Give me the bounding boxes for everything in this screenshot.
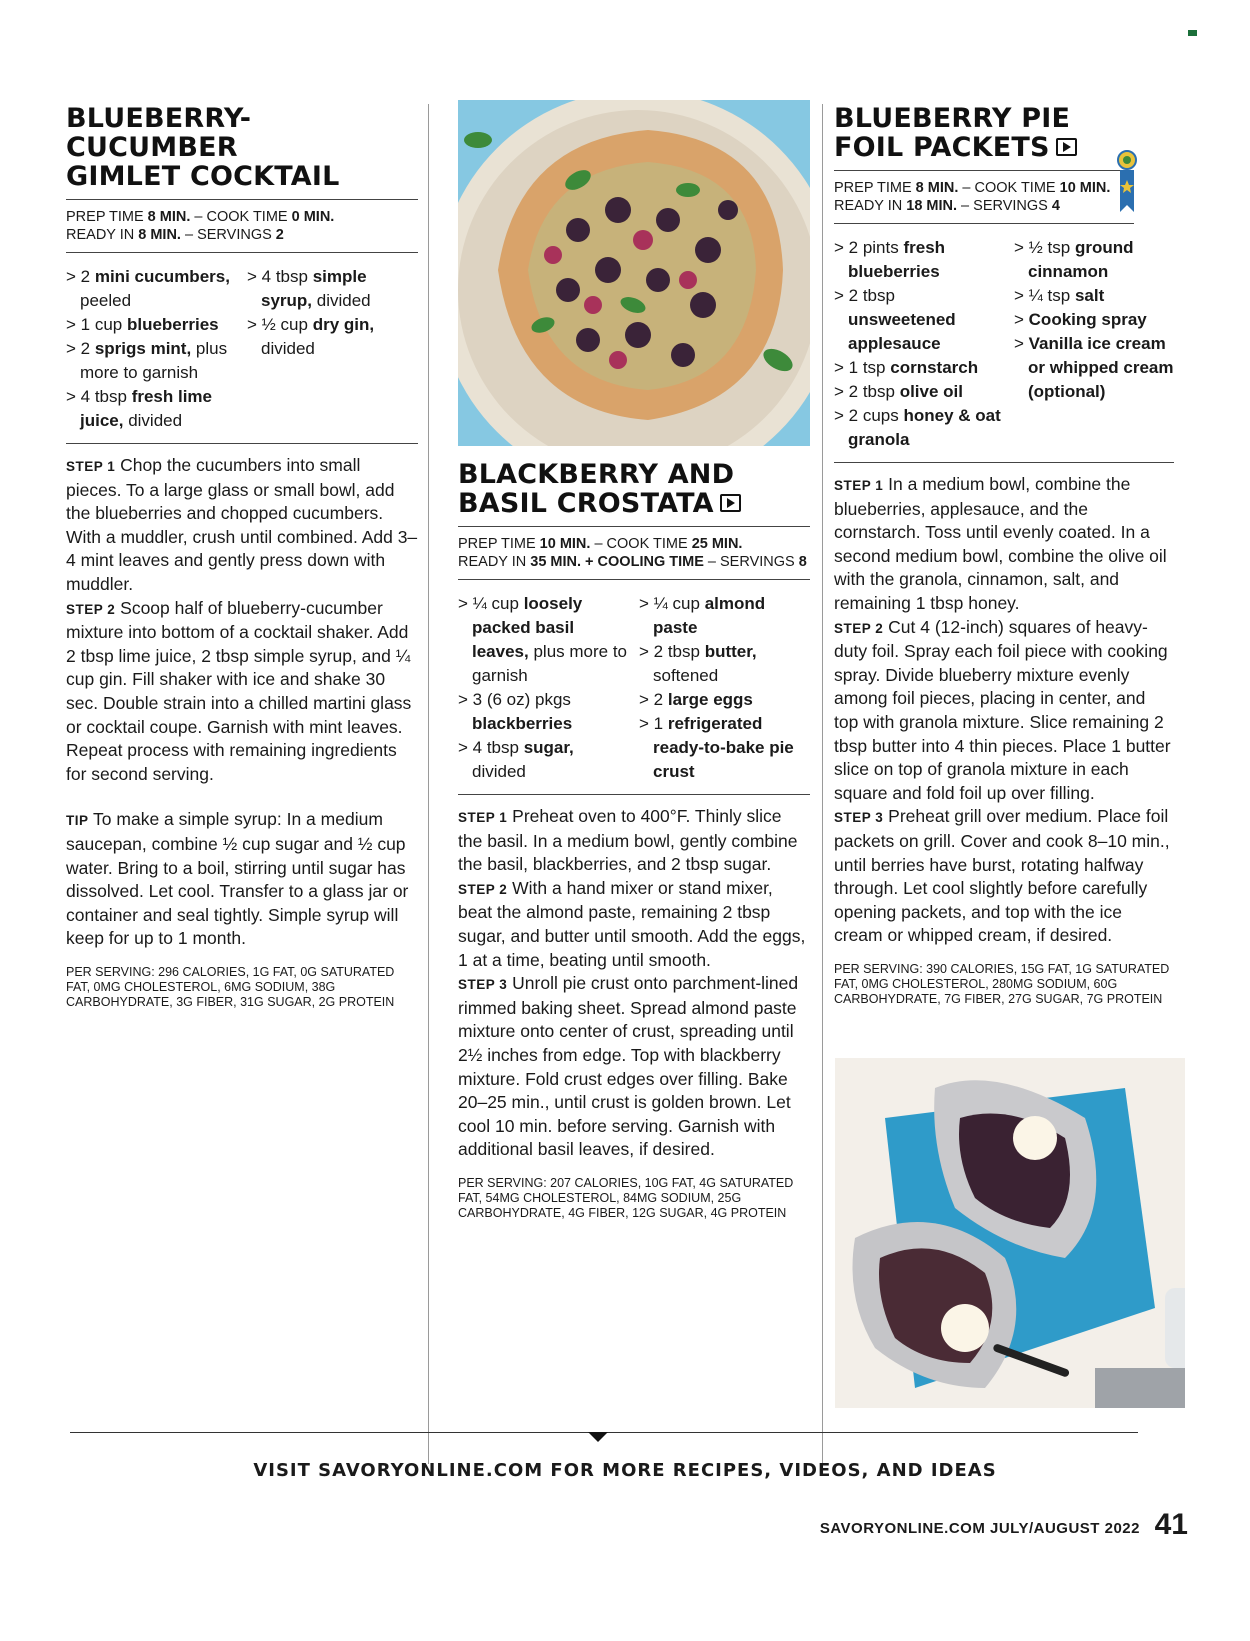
title-line-2: BASIL CROSTATA [458, 488, 714, 519]
play-video-icon[interactable] [1056, 138, 1077, 156]
step-3: STEP 3 Unroll pie crust onto parchment-lined rimmed baking sheet. Spread almond paste mixture onto center of crust, spreading until 2½ inches from edge. Top with blackberry mixture. Fold crust edges over filling. Bake 20–25 min., until crust is golden brown. Let cool 10 min. before serving. Garnish with additional basil leaves, if desired. [458, 973, 799, 1160]
divider [458, 579, 810, 580]
nutrition-info: PER SERVING: 207 CALORIES, 10G FAT, 4G SATURATED FAT, 54MG CHOLESTEROL, 84MG SODIUM, 25G CARBOHYDRATE, 4G FIBER, 12G SUGAR, 4G PROTEIN [458, 1175, 794, 1220]
ingredient-item: > 1 tsp cornstarch [834, 358, 979, 377]
ingredient-item: > 2 mini cucumbers, peeled [66, 267, 230, 310]
ingredient-item: > 2 pints fresh blueberries [834, 238, 946, 281]
ingredient-item: > 3 (6 oz) pkgs blackberries [458, 690, 573, 733]
divider [66, 443, 418, 444]
award-ribbon-icon [1117, 150, 1137, 214]
recipe-foil-packets [834, 103, 1174, 1007]
ingredient-item: > 2 tbsp unsweetened applesauce [834, 286, 956, 353]
ingredient-item: > Vanilla ice cream or whipped cream (optional) [1014, 334, 1174, 401]
page-number: 41 [1154, 1508, 1188, 1541]
ingredient-item: > ½ tsp ground cinnamon [1014, 238, 1134, 281]
ingredient-item: > 2 cups honey & oat granola [834, 406, 1001, 449]
nutrition-info: PER SERVING: 296 CALORIES, 1G FAT, 0G SATURATED FAT, 0MG CHOLESTEROL, 6MG SODIUM, 38G CARBOHYDRATE, 3G FIBER, 31G SUGAR, 2G PROTEIN [66, 964, 395, 1009]
divider [458, 526, 810, 527]
column-divider-right [822, 104, 823, 1464]
foil-packets-photo [835, 1058, 1185, 1408]
ingredient-item: > 1 cup blueberries [66, 315, 219, 334]
recipe-title [66, 104, 418, 191]
ingredients-list [66, 265, 418, 433]
crostata-illustration [458, 100, 810, 446]
title-line-2: FOIL PACKETS [834, 132, 1050, 163]
tip: TIP To make a simple syrup: In a medium saucepan, combine ½ cup sugar and ½ cup water. Bring to a boil, stirring until sugar has dissolved. Let cool. Transfer to a glass jar or container and seal tightly. Simple syrup will keep for up to 1 month. [66, 809, 409, 949]
title-line-1: BLACKBERRY AND [458, 459, 735, 490]
crostata-photo [458, 100, 810, 446]
step-2: STEP 2 Scoop half of blueberry-cucumber mixture into bottom of a cocktail shaker. Add 2 tbsp lime juice, 2 tbsp simple syrup, and ¼ cup gin. Fill shaker with ice and shake 30 sec. Double strain into a chilled martini glass or cocktail coupe. Garnish with mint leaves. Repeat process with remaining ingredients for second serving. [66, 597, 412, 784]
ingredient-item: > 2 tbsp olive oil [834, 382, 963, 401]
ingredient-item: > 1 refrigerated ready-to-bake pie crust [639, 714, 794, 781]
ingredient-item: > ¼ cup almond paste [639, 594, 766, 637]
ingredient-item: > 2 sprigs mint, plus more to garnish [66, 339, 228, 382]
step-2: STEP 2 Cut 4 (12-inch) squares of heavy-duty foil. Spray each foil piece with cooking spray. Divide blueberry mixture evenly among foil pieces, placing in center, and top with granola mixture. Slice remaining 2 tbsp butter into 4 thin pieces. Place 1 butter slice on top of granola mixture in each square and fold foil up over filling. [834, 616, 1171, 803]
nutrition-info: PER SERVING: 390 CALORIES, 15G FAT, 1G SATURATED FAT, 0MG CHOLESTEROL, 280MG SODIUM, 60G CARBOHYDRATE, 7G FIBER, 27G SUGAR, 7G PROTEIN [834, 961, 1170, 1006]
step-2: STEP 2 With a hand mixer or stand mixer, beat the almond paste, remaining 2 tbsp sugar, and butter until smooth. Add the eggs, 1 at a time, beating until smooth. [458, 877, 806, 970]
website-cta[interactable]: VISIT SAVORYONLINE.COM FOR MORE RECIPES, VIDEOS, AND IDEAS [253, 1460, 997, 1481]
divider [458, 794, 810, 795]
ingredients-col-2 [247, 265, 418, 433]
ingredient-item: > ¼ tsp salt [1014, 286, 1105, 305]
steps [834, 473, 1174, 1007]
ingredient-item: > ¼ cup loosely packed basil leaves, plus more to garnish [458, 594, 627, 685]
step-1: STEP 1 Preheat oven to 400°F. Thinly slice the basil. In a medium bowl, gently combine the basil, blackberries, and 2 tbsp sugar. [458, 806, 798, 875]
ingredient-item: > 4 tbsp simple syrup, divided [247, 267, 371, 310]
title-line-2: GIMLET COCKTAIL [66, 161, 340, 192]
recipe-meta: PREP TIME 8 MIN. – COOK TIME 0 MIN. READY IN 8 MIN. – SERVINGS 2 [66, 209, 335, 243]
ingredients-col-2 [639, 592, 810, 784]
ingredient-item: > 2 large eggs [639, 690, 753, 709]
step-3: STEP 3 Preheat grill over medium. Place foil packets on grill. Cover and cook 8–10 min., until berries have burst, rotating halfway through. Let cool slightly before carefully opening packets, and top with the ice cream or whipped cream, if desired. [834, 806, 1170, 946]
title-line-1: BLUEBERRY PIE [834, 103, 1071, 134]
column-divider-left [428, 104, 429, 1464]
ingredients-list [458, 592, 810, 784]
ingredient-item: > ½ cup dry gin, divided [247, 315, 375, 358]
recipe-meta: PREP TIME 10 MIN. – COOK TIME 25 MIN. READY IN 35 MIN. + COOLING TIME – SERVINGS 8 [458, 536, 807, 570]
corner-mark-icon [1188, 30, 1197, 36]
recipe-crostata [458, 100, 810, 1221]
divider [66, 199, 418, 200]
divider [834, 170, 1134, 171]
ingredients-col-1 [66, 265, 237, 433]
divider [834, 462, 1174, 463]
recipe-meta: PREP TIME 8 MIN. – COOK TIME 10 MIN. READY IN 18 MIN. – SERVINGS 4 [834, 180, 1111, 214]
ingredient-item: > 2 tbsp butter, softened [639, 642, 757, 685]
play-video-icon[interactable] [720, 494, 741, 512]
divider [66, 252, 418, 253]
ingredient-item: > 4 tbsp sugar, divided [458, 738, 574, 781]
recipe-title [834, 104, 1134, 162]
divider [834, 223, 1134, 224]
ingredients-list [834, 236, 1174, 452]
ingredient-item: > Cooking spray [1014, 310, 1147, 329]
recipe-gimlet [66, 104, 418, 1010]
down-arrow-icon [588, 1432, 608, 1442]
recipe-title [458, 460, 810, 518]
step-1: STEP 1 Chop the cucumbers into small pieces. To a large glass or small bowl, add the blueberries and chopped cucumbers. With a muddler, crush until combined. Add 3–4 mint leaves and gently press down with muddler. [66, 455, 418, 594]
ingredients-col-2 [1014, 236, 1174, 452]
folio: SAVORYONLINE.COM JULY/AUGUST 2022 [819, 1520, 1140, 1537]
ingredient-item: > 4 tbsp fresh lime juice, divided [66, 387, 212, 430]
ingredients-col-1 [458, 592, 629, 784]
title-line-1: BLUEBERRY-CUCUMBER [66, 103, 252, 163]
step-1: STEP 1 In a medium bowl, combine the blueberries, applesauce, and the cornstarch. Toss until evenly coated. In a second medium bowl, combine the olive oil with the granola, cinnamon, salt, and remaining 1 tbsp honey. [834, 474, 1167, 613]
foil-packets-illustration [835, 1058, 1185, 1408]
ingredients-col-1 [834, 236, 1004, 452]
